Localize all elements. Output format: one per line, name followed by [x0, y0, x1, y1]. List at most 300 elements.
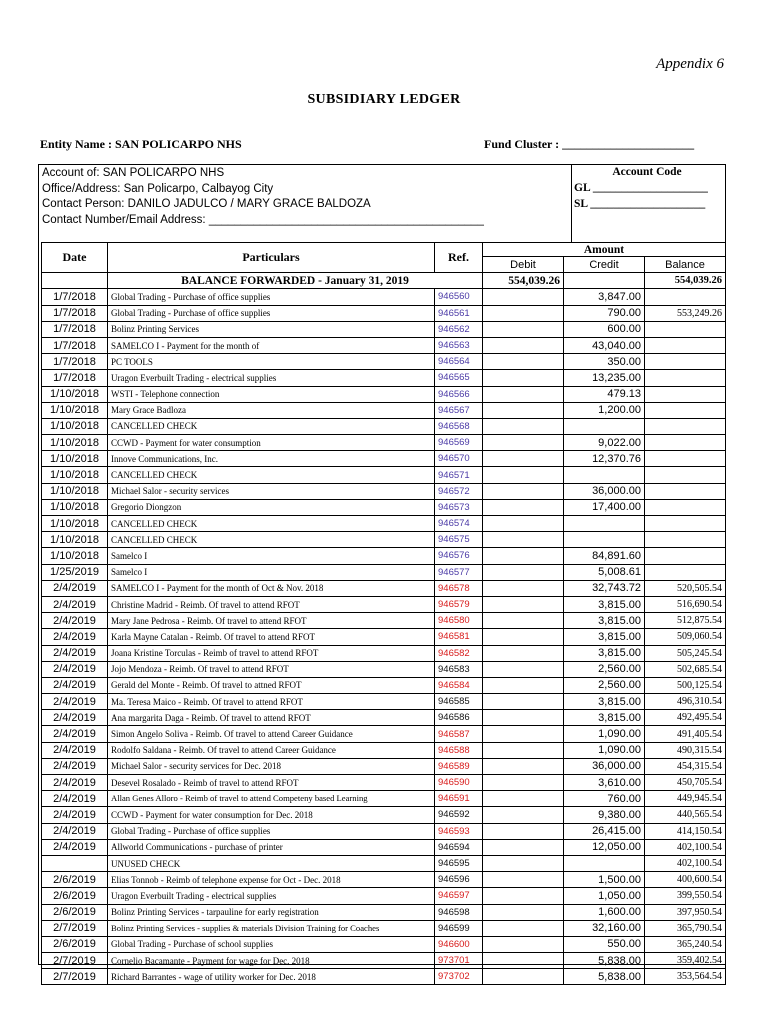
- row-debit: [483, 872, 564, 888]
- row-balance: 502,685.54: [645, 661, 726, 677]
- row-debit: [483, 888, 564, 904]
- table-row: [42, 370, 726, 386]
- row-credit: 3,815.00: [564, 613, 645, 629]
- row-debit: [483, 823, 564, 839]
- row-balance: 402,100.54: [645, 855, 726, 871]
- row-credit: 12,050.00: [564, 839, 645, 855]
- row-ref: 946582: [435, 645, 483, 661]
- row-particulars: Allworld Communications - purchase of printer: [108, 839, 435, 855]
- row-particulars: WSTI - Telephone connection: [108, 386, 435, 402]
- row-credit: 26,415.00: [564, 823, 645, 839]
- contact-number: Contact Number/Email Address: ___________________________________________: [42, 213, 484, 226]
- table-row: [42, 354, 726, 370]
- row-credit: [564, 467, 645, 483]
- row-date: 1/10/2018: [42, 386, 108, 402]
- table-row: [42, 742, 726, 758]
- row-debit: [483, 499, 564, 515]
- balance-forward-label: BALANCE FORWARDED - January 31, 2019: [108, 273, 483, 289]
- row-credit: 1,500.00: [564, 872, 645, 888]
- row-date: 1/25/2019: [42, 564, 108, 580]
- row-date: 2/7/2019: [42, 969, 108, 985]
- row-particulars: Desevel Rosalado - Reimb of travel to attend RFOT: [108, 775, 435, 791]
- row-debit: [483, 451, 564, 467]
- row-debit: [483, 613, 564, 629]
- row-particulars: CANCELLED CHECK: [108, 467, 435, 483]
- row-balance: 491,405.54: [645, 726, 726, 742]
- row-credit: 17,400.00: [564, 499, 645, 515]
- row-debit: [483, 337, 564, 353]
- row-debit: [483, 726, 564, 742]
- row-particulars: Bolinz Printing Services - tarpauline for early registration: [108, 904, 435, 920]
- row-date: 1/10/2018: [42, 418, 108, 434]
- row-particulars: Samelco I: [108, 548, 435, 564]
- row-particulars: Joana Kristine Torculas - Reimb of travel to attend RFOT: [108, 645, 435, 661]
- row-balance: [645, 435, 726, 451]
- table-row: [42, 596, 726, 612]
- table-row: [42, 435, 726, 451]
- row-particulars: Christine Madrid - Reimb. Of travel to attend RFOT: [108, 596, 435, 612]
- row-particulars: PC TOOLS: [108, 354, 435, 370]
- row-debit: [483, 548, 564, 564]
- table-row: [42, 904, 726, 920]
- row-debit: [483, 580, 564, 596]
- row-ref: 946564: [435, 354, 483, 370]
- row-balance: [645, 321, 726, 337]
- row-credit: 13,235.00: [564, 370, 645, 386]
- row-debit: [483, 386, 564, 402]
- ledger-table: [41, 242, 726, 985]
- appendix-label: Appendix 6: [656, 56, 724, 72]
- row-debit: [483, 629, 564, 645]
- row-particulars: Gerald del Monte - Reimb. Of travel to attned RFOT: [108, 677, 435, 693]
- row-particulars: Global Trading - Purchase of office supplies: [108, 305, 435, 321]
- row-balance: 399,550.54: [645, 888, 726, 904]
- row-debit: [483, 758, 564, 774]
- row-debit: [483, 532, 564, 548]
- row-ref: 946599: [435, 920, 483, 936]
- row-ref: 946591: [435, 791, 483, 807]
- table-row: [42, 953, 726, 969]
- row-debit: [483, 516, 564, 532]
- table-row: [42, 855, 726, 871]
- table-row: [42, 969, 726, 985]
- row-ref: 946596: [435, 872, 483, 888]
- table-row: [42, 791, 726, 807]
- row-particulars: Mary Grace Badloza: [108, 402, 435, 418]
- row-date: 2/4/2019: [42, 645, 108, 661]
- table-row: [42, 532, 726, 548]
- table-row: [42, 402, 726, 418]
- row-date: 2/4/2019: [42, 629, 108, 645]
- row-date: 1/7/2018: [42, 321, 108, 337]
- table-row: [42, 645, 726, 661]
- row-date: 1/7/2018: [42, 370, 108, 386]
- row-credit: 9,380.00: [564, 807, 645, 823]
- row-credit: 760.00: [564, 791, 645, 807]
- col-credit: Credit: [564, 257, 645, 273]
- row-date: 2/7/2019: [42, 920, 108, 936]
- row-ref: 946568: [435, 418, 483, 434]
- table-row: [42, 775, 726, 791]
- row-ref: 946581: [435, 629, 483, 645]
- row-date: 1/10/2018: [42, 516, 108, 532]
- row-particulars: Simon Angelo Soliva - Reimb. Of travel to attend Career Guidance: [108, 726, 435, 742]
- row-date: 1/10/2018: [42, 435, 108, 451]
- row-ref: 946600: [435, 936, 483, 952]
- row-debit: [483, 742, 564, 758]
- table-row: [42, 467, 726, 483]
- row-balance: 496,310.54: [645, 694, 726, 710]
- row-debit: [483, 855, 564, 871]
- account-code-title: Account Code: [612, 166, 682, 178]
- row-balance: [645, 467, 726, 483]
- row-particulars: SAMELCO I - Payment for the month of: [108, 337, 435, 353]
- row-date: 2/4/2019: [42, 758, 108, 774]
- office-address: Office/Address: San Policarpo, Calbayog City: [42, 182, 274, 195]
- row-balance: [645, 532, 726, 548]
- row-ref: 946573: [435, 499, 483, 515]
- fund-cluster: Fund Cluster : ______________________: [484, 137, 695, 151]
- row-particulars: Bolinz Printing Services: [108, 321, 435, 337]
- col-ref: Ref.: [435, 243, 483, 273]
- row-particulars: Innove Communications, Inc.: [108, 451, 435, 467]
- table-row: [42, 289, 726, 305]
- row-balance: 400,600.54: [645, 872, 726, 888]
- row-particulars: CANCELLED CHECK: [108, 532, 435, 548]
- row-credit: 32,160.00: [564, 920, 645, 936]
- row-credit: 350.00: [564, 354, 645, 370]
- table-row: [42, 694, 726, 710]
- row-particulars: Cornelio Bacamante - Payment for wage for Dec. 2018: [108, 953, 435, 969]
- row-ref: 946592: [435, 807, 483, 823]
- row-date: 1/7/2018: [42, 354, 108, 370]
- row-credit: 3,815.00: [564, 596, 645, 612]
- col-debit: Debit: [483, 257, 564, 273]
- row-balance: 490,315.54: [645, 742, 726, 758]
- row-particulars: Allan Genes Alloro - Reimb of travel to attend Competeny based Learning: [108, 791, 435, 807]
- row-balance: [645, 548, 726, 564]
- row-balance: 359,402.54: [645, 953, 726, 969]
- row-balance: 512,875.54: [645, 613, 726, 629]
- row-debit: [483, 418, 564, 434]
- row-ref: 946580: [435, 613, 483, 629]
- row-credit: 1,090.00: [564, 726, 645, 742]
- row-balance: [645, 402, 726, 418]
- row-date: 2/6/2019: [42, 936, 108, 952]
- row-credit: 1,200.00: [564, 402, 645, 418]
- contact-person: Contact Person: DANILO JADULCO / MARY GRACE BALDOZA: [42, 198, 371, 210]
- row-date: 2/4/2019: [42, 839, 108, 855]
- row-ref: 946578: [435, 580, 483, 596]
- row-credit: 3,847.00: [564, 289, 645, 305]
- row-balance: [645, 337, 726, 353]
- table-row: [42, 710, 726, 726]
- table-row: [42, 936, 726, 952]
- page-title: SUBSIDIARY LEDGER: [307, 92, 461, 107]
- row-balance: 509,060.54: [645, 629, 726, 645]
- balance-forward-row: [42, 273, 726, 289]
- table-row: [42, 758, 726, 774]
- row-balance: 414,150.54: [645, 823, 726, 839]
- row-debit: [483, 370, 564, 386]
- row-particulars: Jojo Mendoza - Reimb. Of travel to attend RFOT: [108, 661, 435, 677]
- row-particulars: Uragon Everbuilt Trading - electrical supplies: [108, 888, 435, 904]
- row-debit: [483, 775, 564, 791]
- row-credit: 3,815.00: [564, 694, 645, 710]
- row-balance: 492,495.54: [645, 710, 726, 726]
- row-ref: 946590: [435, 775, 483, 791]
- row-ref: 946589: [435, 758, 483, 774]
- row-ref: 946561: [435, 305, 483, 321]
- row-credit: 5,838.00: [564, 969, 645, 985]
- row-particulars: Michael Salor - security services for Dec. 2018: [108, 758, 435, 774]
- row-particulars: UNUSED CHECK: [108, 855, 435, 871]
- row-credit: 1,050.00: [564, 888, 645, 904]
- row-particulars: SAMELCO I - Payment for the month of Oct & Nov. 2018: [108, 580, 435, 596]
- table-row: [42, 920, 726, 936]
- row-ref: 946571: [435, 467, 483, 483]
- row-ref: 946598: [435, 904, 483, 920]
- row-ref: 946569: [435, 435, 483, 451]
- row-ref: 946595: [435, 855, 483, 871]
- table-row: [42, 418, 726, 434]
- row-date: 1/10/2018: [42, 467, 108, 483]
- table-row: [42, 548, 726, 564]
- row-credit: 3,610.00: [564, 775, 645, 791]
- row-date: 1/10/2018: [42, 548, 108, 564]
- table-row: [42, 807, 726, 823]
- row-credit: 1,600.00: [564, 904, 645, 920]
- row-debit: [483, 661, 564, 677]
- row-credit: 9,022.00: [564, 435, 645, 451]
- row-debit: [483, 596, 564, 612]
- row-ref: 973701: [435, 953, 483, 969]
- row-ref: 946586: [435, 710, 483, 726]
- row-credit: 3,815.00: [564, 645, 645, 661]
- row-date: 2/4/2019: [42, 694, 108, 710]
- row-balance: 353,564.54: [645, 969, 726, 985]
- row-particulars: Ma. Teresa Maico - Reimb. Of travel to attend RFOT: [108, 694, 435, 710]
- table-row: [42, 839, 726, 855]
- row-credit: 550.00: [564, 936, 645, 952]
- row-date: 1/7/2018: [42, 289, 108, 305]
- row-ref: 946574: [435, 516, 483, 532]
- table-row: [42, 516, 726, 532]
- table-row: [42, 677, 726, 693]
- row-balance: [645, 354, 726, 370]
- row-balance: [645, 418, 726, 434]
- row-date: 1/10/2018: [42, 483, 108, 499]
- row-date: 1/7/2018: [42, 337, 108, 353]
- row-ref: 946575: [435, 532, 483, 548]
- row-ref: 946562: [435, 321, 483, 337]
- row-particulars: Global Trading - Purchase of office supplies: [108, 823, 435, 839]
- row-date: 1/10/2018: [42, 532, 108, 548]
- row-balance: [645, 499, 726, 515]
- col-particulars: Particulars: [108, 243, 435, 273]
- row-date: 2/4/2019: [42, 823, 108, 839]
- row-ref: 946583: [435, 661, 483, 677]
- row-particulars: CCWD - Payment for water consumption: [108, 435, 435, 451]
- table-row: [42, 483, 726, 499]
- row-particulars: Samelco I: [108, 564, 435, 580]
- row-balance: [645, 483, 726, 499]
- row-ref: 946570: [435, 451, 483, 467]
- row-credit: [564, 855, 645, 871]
- row-date: 2/4/2019: [42, 742, 108, 758]
- row-balance: 520,505.54: [645, 580, 726, 596]
- row-debit: [483, 483, 564, 499]
- table-row: [42, 386, 726, 402]
- row-debit: [483, 321, 564, 337]
- row-ref: 946565: [435, 370, 483, 386]
- table-row: [42, 661, 726, 677]
- row-ref: 946567: [435, 402, 483, 418]
- row-balance: [645, 370, 726, 386]
- row-debit: [483, 645, 564, 661]
- row-credit: 5,008.61: [564, 564, 645, 580]
- row-debit: [483, 402, 564, 418]
- col-date: Date: [42, 243, 108, 273]
- row-particulars: Bolinz Printing Services - supplies & materials Division Training for Coaches: [108, 920, 435, 936]
- row-date: 2/4/2019: [42, 596, 108, 612]
- row-balance: [645, 564, 726, 580]
- row-debit: [483, 467, 564, 483]
- row-debit: [483, 564, 564, 580]
- row-ref: 946579: [435, 596, 483, 612]
- row-ref: 946594: [435, 839, 483, 855]
- row-debit: [483, 807, 564, 823]
- balance-forward-balance: 554,039.26: [645, 273, 726, 289]
- table-row: [42, 305, 726, 321]
- row-credit: 600.00: [564, 321, 645, 337]
- account-of: Account of: SAN POLICARPO NHS: [42, 167, 225, 179]
- row-credit: [564, 532, 645, 548]
- row-particulars: Global Trading - Purchase of office supplies: [108, 289, 435, 305]
- row-credit: 5,838.00: [564, 953, 645, 969]
- row-particulars: CCWD - Payment for water consumption for Dec. 2018: [108, 807, 435, 823]
- table-row: [42, 888, 726, 904]
- balance-forward-debit: 554,039.26: [483, 273, 564, 289]
- row-balance: 402,100.54: [645, 839, 726, 855]
- row-particulars: Gregorio Diongzon: [108, 499, 435, 515]
- row-particulars: Mary Jane Pedrosa - Reimb. Of travel to attend RFOT: [108, 613, 435, 629]
- row-date: 2/4/2019: [42, 775, 108, 791]
- table-row: [42, 726, 726, 742]
- row-debit: [483, 839, 564, 855]
- row-ref: 946585: [435, 694, 483, 710]
- row-ref: 946597: [435, 888, 483, 904]
- row-balance: [645, 289, 726, 305]
- row-credit: 36,000.00: [564, 758, 645, 774]
- row-debit: [483, 435, 564, 451]
- row-date: 2/7/2019: [42, 953, 108, 969]
- row-balance: 500,125.54: [645, 677, 726, 693]
- row-balance: 516,690.54: [645, 596, 726, 612]
- sl-code: SL ____________________: [574, 198, 706, 210]
- row-balance: [645, 386, 726, 402]
- row-credit: 84,891.60: [564, 548, 645, 564]
- row-debit: [483, 677, 564, 693]
- row-balance: 397,950.54: [645, 904, 726, 920]
- row-balance: 365,790.54: [645, 920, 726, 936]
- row-debit: [483, 305, 564, 321]
- table-row: [42, 321, 726, 337]
- col-balance: Balance: [645, 257, 726, 273]
- row-balance: [645, 516, 726, 532]
- row-particulars: Rodolfo Saldana - Reimb. Of travel to attend Career Guidance: [108, 742, 435, 758]
- row-ref: 946588: [435, 742, 483, 758]
- row-ref: 946576: [435, 548, 483, 564]
- row-credit: 3,815.00: [564, 629, 645, 645]
- row-credit: 43,040.00: [564, 337, 645, 353]
- row-debit: [483, 953, 564, 969]
- row-particulars: Global Trading - Purchase of school supplies: [108, 936, 435, 952]
- table-row: [42, 499, 726, 515]
- row-date: 1/10/2018: [42, 499, 108, 515]
- row-date: 2/4/2019: [42, 677, 108, 693]
- table-row: [42, 580, 726, 596]
- row-date: 2/4/2019: [42, 661, 108, 677]
- table-row: [42, 564, 726, 580]
- row-debit: [483, 904, 564, 920]
- row-debit: [483, 936, 564, 952]
- row-credit: 32,743.72: [564, 580, 645, 596]
- row-credit: 2,560.00: [564, 661, 645, 677]
- row-debit: [483, 920, 564, 936]
- row-ref: 946563: [435, 337, 483, 353]
- row-ref: 946566: [435, 386, 483, 402]
- row-balance: 450,705.54: [645, 775, 726, 791]
- row-date: 2/4/2019: [42, 613, 108, 629]
- row-credit: 2,560.00: [564, 677, 645, 693]
- table-row: [42, 337, 726, 353]
- row-debit: [483, 289, 564, 305]
- row-date: 1/10/2018: [42, 402, 108, 418]
- row-ref: 946587: [435, 726, 483, 742]
- row-particulars: Ana margarita Daga - Reimb. Of travel to attend RFOT: [108, 710, 435, 726]
- gl-code: GL ____________________: [574, 182, 708, 194]
- row-date: 1/7/2018: [42, 305, 108, 321]
- row-debit: [483, 354, 564, 370]
- row-particulars: CANCELLED CHECK: [108, 418, 435, 434]
- row-date: 2/4/2019: [42, 807, 108, 823]
- row-date: 2/4/2019: [42, 791, 108, 807]
- row-credit: 3,815.00: [564, 710, 645, 726]
- row-credit: 790.00: [564, 305, 645, 321]
- row-credit: 479.13: [564, 386, 645, 402]
- row-credit: 1,090.00: [564, 742, 645, 758]
- row-balance: [645, 451, 726, 467]
- row-ref: 946577: [435, 564, 483, 580]
- row-balance: 454,315.54: [645, 758, 726, 774]
- row-balance: 440,565.54: [645, 807, 726, 823]
- table-row: [42, 872, 726, 888]
- col-amount: Amount: [483, 243, 726, 257]
- row-particulars: Michael Salor - security services: [108, 483, 435, 499]
- row-date: 2/4/2019: [42, 726, 108, 742]
- table-row: [42, 823, 726, 839]
- row-particulars: CANCELLED CHECK: [108, 516, 435, 532]
- table-row: [42, 451, 726, 467]
- row-ref: 946593: [435, 823, 483, 839]
- row-date: 2/4/2019: [42, 710, 108, 726]
- row-debit: [483, 710, 564, 726]
- row-particulars: Elias Tonnob - Reimb of telephone expense for Oct - Dec. 2018: [108, 872, 435, 888]
- row-ref: 946572: [435, 483, 483, 499]
- row-date: 2/4/2019: [42, 580, 108, 596]
- row-balance: 505,245.54: [645, 645, 726, 661]
